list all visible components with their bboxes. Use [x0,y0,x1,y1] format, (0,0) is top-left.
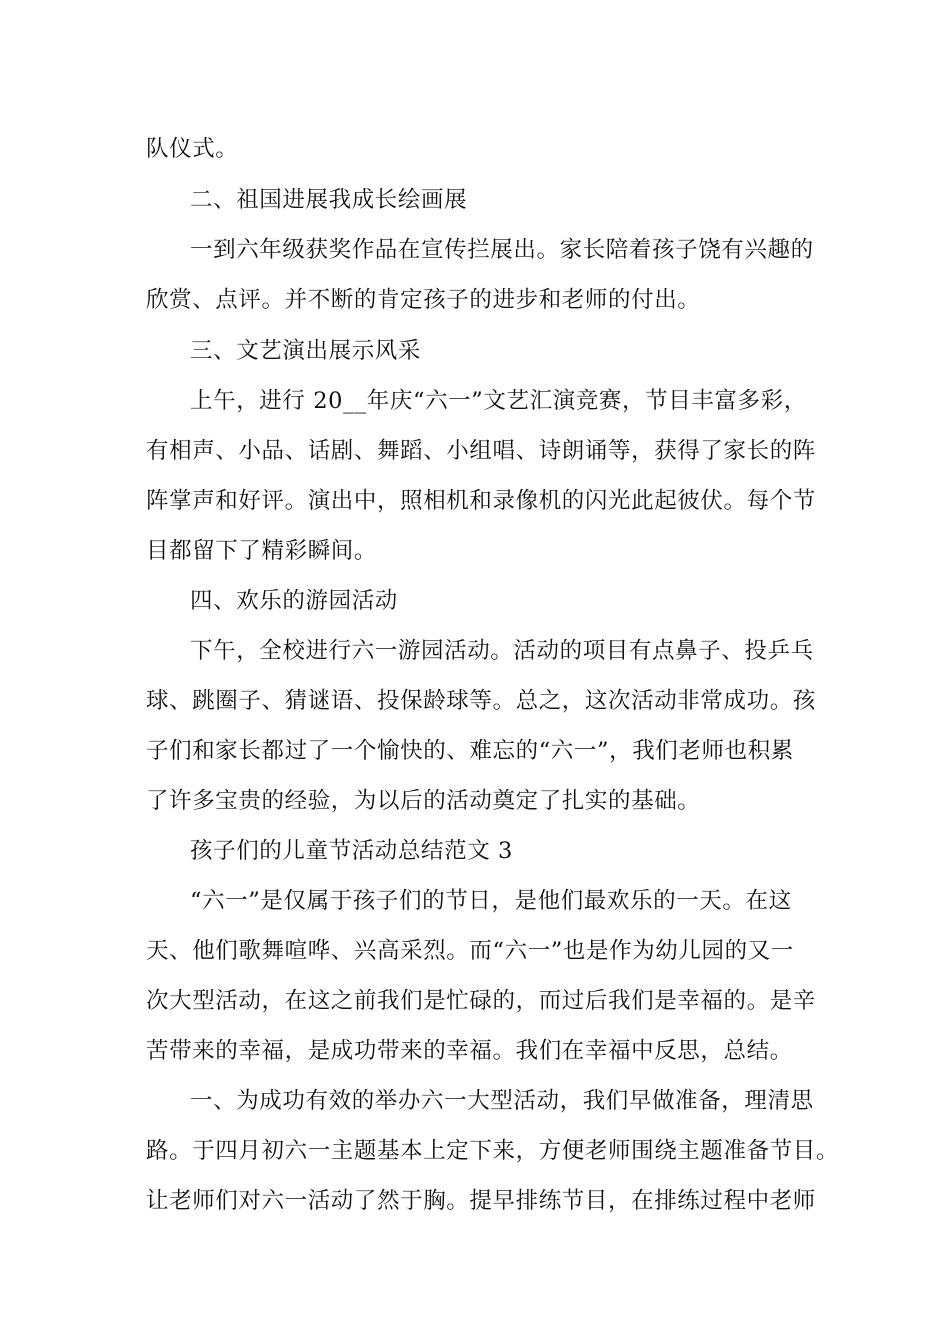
text-line: 上午，进行 20__年庆“六一”文艺汇演竞赛，节目丰富多彩， [190,388,807,414]
text-line: 天、他们歌舞喧哗、兴高采烈。而“六一”也是作为幼儿园的又一 [146,938,794,964]
text-line: 路。于四月初六一主题基本上定下来，方便老师围绕主题准备节目。 [146,1138,840,1164]
text-line: 让老师们对六一活动了然于胸。提早排练节目，在排练过程中老师 [146,1188,816,1214]
text-line: 有相声、小品、话剧、舞蹈、小组唱、诗朗诵等，获得了家长的阵 [146,438,816,464]
text-line: 阵掌声和好评。演出中，照相机和录像机的闪光此起彼伏。每个节 [146,488,816,514]
text-line: 苦带来的幸福，是成功带来的幸福。我们在幸福中反思，总结。 [146,1038,793,1064]
text-line: 子们和家长都过了一个愉快的、难忘的“六一”，我们老师也积累 [146,738,794,764]
text-line: 一、为成功有效的举办六一大型活动，我们早做准备，理清思 [190,1088,814,1114]
section-heading: 三、文艺演出展示风采 [190,338,422,364]
text-line: 次大型活动，在这之前我们是忙碌的，而过后我们是幸福的。是辛 [146,988,816,1014]
article-title: 孩子们的儿童节活动总结范文 3 [190,838,513,864]
text-line: 一到六年级获奖作品在宣传拦展出。家长陪着孩子饶有兴趣的 [190,237,814,263]
text-line: 了许多宝贵的经验，为以后的活动奠定了扎实的基础。 [146,788,701,814]
section-heading: 二、祖国进展我成长绘画展 [190,187,468,213]
text-line: 目都留下了精彩瞬间。 [146,538,378,564]
text-line: “六一”是仅属于孩子们的节日，是他们最欢乐的一天。在这 [190,888,792,914]
text-line: 球、跳圈子、猜谜语、投保龄球等。总之，这次活动非常成功。孩 [146,688,816,714]
section-heading: 四、欢乐的游园活动 [190,588,398,614]
text-line: 下午，全校进行六一游园活动。活动的项目有点鼻子、投乒乓 [190,638,814,664]
text-line: 欣赏、点评。并不断的肯定孩子的进步和老师的付出。 [146,287,701,313]
text-line: 队仪式。 [146,136,239,162]
